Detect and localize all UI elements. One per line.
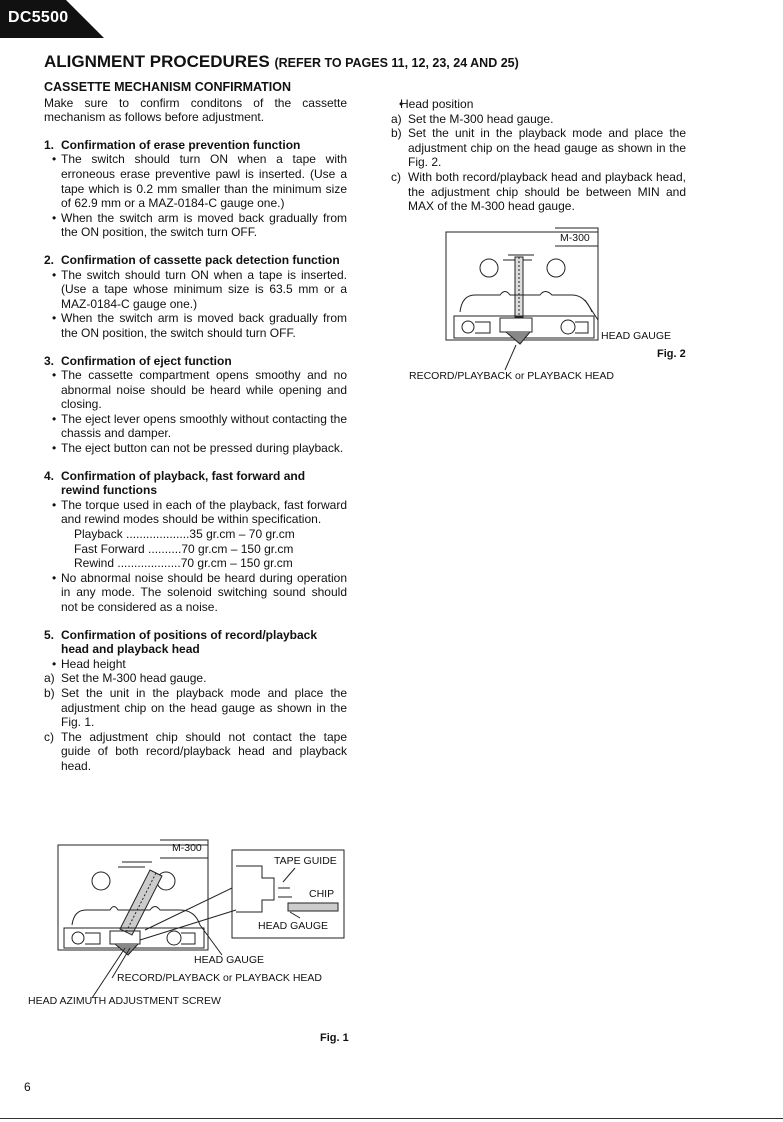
bullet-text: Head position — [400, 97, 474, 111]
spec-value: 70 gr.cm – 150 gr.cm — [181, 541, 294, 556]
fig2-right-reel — [547, 259, 565, 277]
bullet-item: • The cassette compartment opens smoothy and no abnormal noise should be heard while opening and closing. — [44, 368, 347, 412]
step-item-a — [391, 112, 686, 127]
section-number: 5. — [44, 627, 55, 642]
spec-dots: .......... — [148, 541, 182, 556]
section-title: Confirmation of playback, fast forward and rewind functions — [61, 468, 306, 498]
fig1-m300-label: M-300 — [172, 842, 202, 854]
section-2 — [44, 253, 347, 341]
intro-paragraph: Make sure to confirm conditons of the cassette mechanism as follows before adjustment. — [44, 95, 347, 125]
fig2-caption: Fig. 2 — [657, 348, 686, 360]
step-letter: a) — [44, 671, 55, 686]
section-number: 1. — [44, 137, 55, 152]
bullet-item: • The switch should turn ON when a tape is inserted. (Use a tape whose minimum size is 63.5 mm or a MAZ-0184-C gauge one.) — [44, 268, 347, 312]
section-heading: CASSETTE MECHANISM CONFIRMATION — [44, 80, 291, 94]
page-title — [44, 52, 519, 72]
step-item-b — [44, 686, 347, 730]
bullet-item: • Head height — [44, 657, 347, 672]
fig1-left-reel — [92, 872, 110, 890]
fig2-m300-label: M-300 — [560, 232, 590, 244]
spec-value: 35 gr.cm – 70 gr.cm — [189, 527, 295, 542]
page-title-reference: (REFER TO PAGES 11, 12, 23, 24 AND 25) — [274, 56, 519, 70]
section-title: Confirmation of cassette pack detection function — [61, 252, 340, 267]
spec-name: Playback — [74, 527, 123, 542]
section-5 — [44, 628, 347, 774]
fig1-chip-label: CHIP — [309, 888, 335, 900]
bullet-item: • No abnormal noise should be heard during operation in any mode. The solenoid switching sound should not be considered as a noise. — [44, 571, 347, 615]
bullet-item: • When the switch arm is moved back gradually from the ON position, the switch turn OFF. — [44, 211, 347, 240]
section-number: 4. — [44, 468, 55, 483]
fig1-caption: Fig. 1 — [320, 1032, 349, 1044]
fig1-head-label: RECORD/PLAYBACK or PLAYBACK HEAD — [117, 972, 323, 984]
bullet-item: • The switch should turn ON when a tape with erroneous erase preventive pawl is inserted. (Use a tape which is 0.2 mm smaller than the minimum size of 62.9 mm or a MAZ-0184-C gauge one.) — [44, 152, 347, 210]
fig1-head-gauge-label: HEAD GAUGE — [194, 954, 265, 966]
bullet-item — [391, 97, 686, 112]
section-4 — [44, 469, 347, 615]
step-item-c — [391, 170, 686, 214]
step-letter: b) — [391, 126, 402, 141]
step-letter: c) — [44, 729, 54, 744]
step-text: With both record/playback head and playback head, the adjustment chip should be between MIN and MAX of the M-300 head gauge. — [408, 169, 686, 214]
bullet-item: • The torque used in each of the playback, fast forward and rewind modes should be within specification. — [44, 498, 347, 527]
section-3 — [44, 354, 347, 456]
torque-spec-list — [44, 527, 347, 571]
section-title: Confirmation of positions of record/playback head and playback head — [61, 627, 318, 657]
fig1-inset-head-gauge-label: HEAD GAUGE — [258, 920, 329, 932]
step-text: Set the unit in the playback mode and place the adjustment chip on the head gauge as shown in the Fig. 1. — [61, 685, 347, 730]
page-number: 6 — [24, 1080, 31, 1094]
bullet-item: • The eject lever opens smoothly without contacting the chassis and damper. — [44, 412, 347, 441]
fig2-head-label: RECORD/PLAYBACK or PLAYBACK HEAD — [409, 370, 615, 382]
step-text: Set the M-300 head gauge. — [408, 111, 554, 126]
spec-row-playback — [74, 527, 347, 542]
fig2-gauge-outline — [446, 232, 598, 340]
fig2-chip — [515, 257, 523, 317]
step-item-b — [391, 126, 686, 170]
fig1-right-reel — [157, 872, 175, 890]
spec-row-rewind — [74, 556, 347, 571]
step-letter: b) — [44, 685, 55, 700]
page-title-main: ALIGNMENT PROCEDURES — [44, 52, 270, 71]
step-text: Set the M-300 head gauge. — [61, 671, 207, 686]
model-tag-text: DC5500 — [8, 9, 69, 26]
fig1-chip — [120, 870, 162, 935]
model-tag — [0, 0, 104, 38]
step-letter: c) — [391, 169, 401, 184]
step-letter: a) — [391, 111, 402, 126]
left-column — [44, 80, 347, 774]
section-number: 2. — [44, 252, 55, 267]
step-text: The adjustment chip should not contact the tape guide of both record/playback head and playback head. — [61, 729, 347, 773]
spec-name: Rewind — [74, 556, 115, 571]
fig2-left-reel — [480, 259, 498, 277]
footer-rule — [0, 1118, 783, 1119]
right-column — [391, 97, 686, 214]
spec-value: 70 gr.cm – 150 gr.cm — [180, 556, 293, 571]
bullet-item: • When the switch arm is moved back gradually from the ON position, the switch should turn OFF. — [44, 311, 347, 340]
fig1-gauge-outline — [58, 845, 208, 950]
step-text: Set the unit in the playback mode and place the adjustment chip on the head gauge as shown in the Fig. 2. — [408, 126, 686, 170]
section-1 — [44, 138, 347, 240]
fig2-head-gauge-label: HEAD GAUGE — [601, 330, 672, 342]
fig1-tape-guide-label: TAPE GUIDE — [274, 855, 337, 867]
step-item-c — [44, 730, 347, 774]
section-title: Confirmation of erase prevention function — [61, 137, 301, 152]
spec-dots: ................... — [126, 527, 190, 542]
section-title: Confirmation of eject function — [61, 353, 232, 368]
spec-name: Fast Forward — [74, 541, 145, 556]
section-number: 3. — [44, 353, 55, 368]
spec-row-fast-forward — [74, 542, 347, 557]
fig1-screw-label: HEAD AZIMUTH ADJUSTMENT SCREW — [28, 995, 221, 1007]
bullet-item: • The eject button can not be pressed during playback. — [44, 441, 347, 456]
step-item-a — [44, 671, 347, 686]
spec-dots: ................... — [117, 556, 181, 571]
